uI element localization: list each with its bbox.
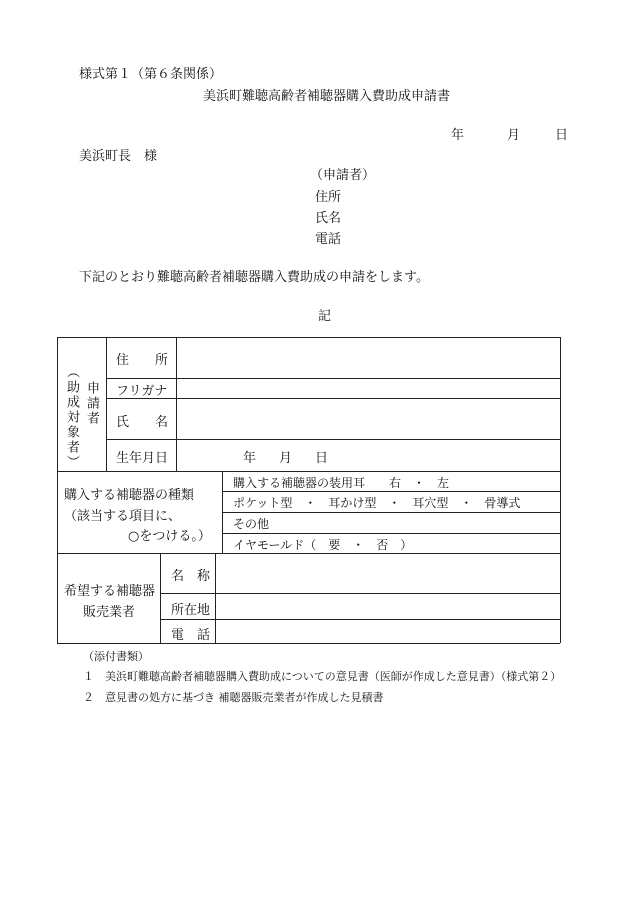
applicant-subject-vertical-label: （助成対象者） bbox=[64, 365, 79, 470]
device-type-instruction: （該当する項目に、 bbox=[64, 509, 182, 524]
device-type-instruction-2: ○をつける。） bbox=[128, 529, 211, 544]
vendor-location-label: 所在地 bbox=[171, 603, 211, 618]
row-address-label: 住 所 bbox=[116, 353, 169, 368]
form-number: 様式第１（第６条関係） bbox=[79, 67, 223, 82]
applicant-vertical-label: 申請者 bbox=[84, 381, 99, 426]
date-year: 年 bbox=[451, 128, 465, 143]
vendor-phone-label: 電 話 bbox=[171, 628, 211, 643]
vendor-name-label: 名 称 bbox=[171, 569, 211, 584]
device-ear-option: 購入する補聴器の装用耳 右 ・ 左 bbox=[233, 476, 450, 490]
addressee: 美浜町長 様 bbox=[79, 149, 158, 164]
row-furigana-label: フリガナ bbox=[116, 384, 168, 399]
device-earmold-option: イヤモールド（ 要 ・ 否 ） bbox=[233, 538, 413, 552]
applicant-heading: （申請者） bbox=[310, 168, 376, 183]
birth-day-label: 日 bbox=[315, 451, 329, 466]
applicant-address-label: 住所 bbox=[315, 190, 342, 205]
attachment-item-2: ２ 意見書の処方に基づき 補聴器販売業者が作成した見積書 bbox=[83, 691, 384, 704]
row-birthdate-label: 生年月日 bbox=[116, 451, 169, 466]
date-month: 月 bbox=[507, 128, 521, 143]
birth-month-label: 月 bbox=[279, 451, 293, 466]
statement: 下記のとおり難聴高齢者補聴器購入費助成の申請をします。 bbox=[79, 270, 429, 285]
vendor-label-2: 販売業者 bbox=[83, 605, 136, 620]
vendor-label: 希望する補聴器 bbox=[64, 584, 156, 599]
ki-mark: 記 bbox=[318, 309, 332, 324]
applicant-name-label: 氏名 bbox=[315, 211, 342, 226]
document-title: 美浜町難聴高齢者補聴器購入費助成申請書 bbox=[203, 89, 451, 104]
date-day: 日 bbox=[555, 128, 569, 143]
birth-year-label: 年 bbox=[243, 451, 257, 466]
row-name-label: 氏 名 bbox=[116, 415, 169, 430]
device-type-options: ポケット型 ・ 耳かけ型 ・ 耳穴型 ・ 骨導式 bbox=[233, 496, 521, 510]
device-type-label: 購入する補聴器の種類 bbox=[64, 488, 195, 503]
device-other-option: その他 bbox=[233, 517, 270, 531]
attachment-item-1: １ 美浜町難聴高齢者補聴器購入費助成についての意見書（医師が作成した意見書）（様式第２） bbox=[83, 670, 562, 683]
attachments-heading: （添付書類） bbox=[83, 650, 149, 663]
applicant-phone-label: 電話 bbox=[315, 232, 342, 247]
